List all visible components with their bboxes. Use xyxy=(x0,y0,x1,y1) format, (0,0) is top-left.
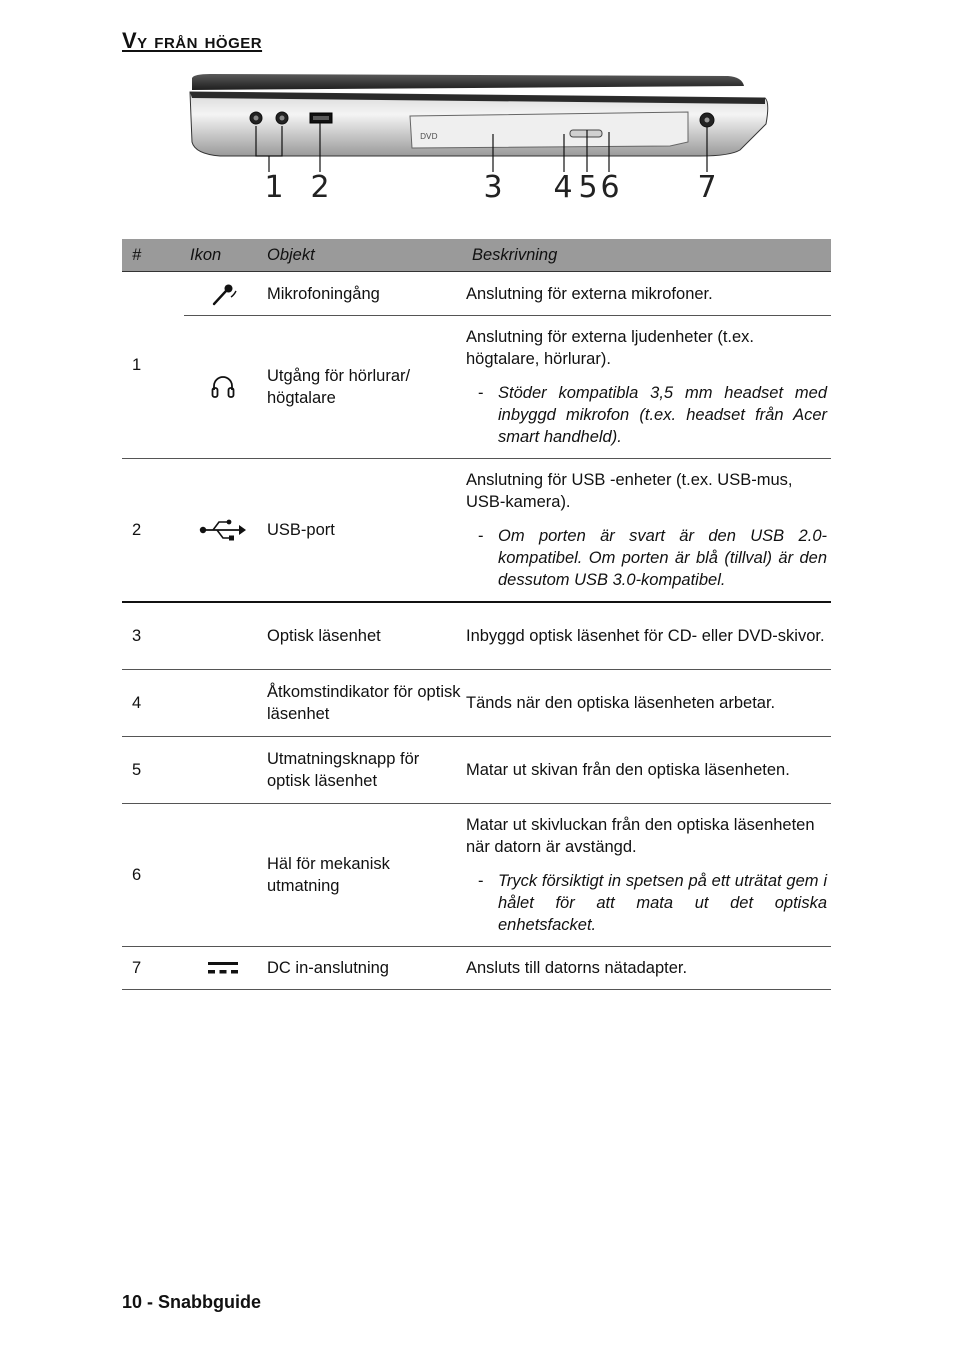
description-cell xyxy=(466,946,831,989)
description-text: Ansluts till datorns nätadapter. xyxy=(466,958,688,977)
row-number: 5 xyxy=(122,736,184,803)
table-row xyxy=(122,946,831,989)
object-label: Häl för mekanisk utmatning xyxy=(261,803,466,946)
header-description: Beskrivning xyxy=(466,239,831,272)
callout-3: 3 xyxy=(483,170,503,205)
object-label: USB-port xyxy=(261,459,466,603)
table-row xyxy=(122,602,831,669)
object-label: Optisk läsenhet xyxy=(261,602,466,669)
callout-6: 6 xyxy=(600,170,620,205)
header-num: # xyxy=(122,239,184,272)
dc-in-icon xyxy=(184,946,261,989)
icon-cell-empty xyxy=(184,669,261,736)
page-title: Vy från höger xyxy=(122,28,263,53)
table-row xyxy=(122,459,831,603)
description-text: Matar ut skivan från den optiska läsenheten. xyxy=(466,760,790,779)
note-text: Om porten är svart är den USB 2.0-kompatibel. Om porten är blå (tillval) är den dessutom USB 3.0-kompatibel. xyxy=(498,527,827,589)
row-number: 1 xyxy=(122,272,184,459)
page-footer: 10 - Snabbguide xyxy=(122,1292,262,1312)
description-text: Tänds när den optiska läsenheten arbetar. xyxy=(466,693,776,712)
table-row xyxy=(122,803,831,946)
description-note: - Om porten är svart är den USB 2.0-kompatibel. Om porten är blå (tillval) är den dessutom USB 3.0-kompatibel. xyxy=(478,527,827,589)
row-number: 4 xyxy=(122,669,184,736)
description-note: - Stöder kompatibla 3,5 mm headset med inbyggd mikrofon (t.ex. headset från Acer smart handheld). xyxy=(478,384,827,446)
description-note: - Tryck försiktigt in spetsen på ett uträtat gem i hålet för att mata ut det optiska enhetsfacket. xyxy=(478,871,827,934)
table-row xyxy=(122,316,831,459)
description-cell xyxy=(466,316,831,459)
object-label: DC in-anslutning xyxy=(261,946,466,989)
table-row xyxy=(122,736,831,803)
description-cell xyxy=(466,602,831,669)
description-text: Anslutning för USB -enheter (t.ex. USB-mus, USB-kamera). xyxy=(466,471,793,511)
callout-5: 5 xyxy=(578,170,598,205)
table-row xyxy=(122,272,831,316)
description-text: Inbyggd optisk läsenhet för CD- eller DVD-skivor. xyxy=(466,626,825,645)
description-text: Matar ut skivluckan från den optiska läsenheten när datorn är avstängd. xyxy=(466,815,815,856)
description-text: Anslutning för externa ljudenheter (t.ex. högtalare, hörlurar). xyxy=(466,328,755,368)
header-icon: Ikon xyxy=(184,239,261,272)
microphone-icon xyxy=(184,272,261,316)
object-label: Utmatningsknapp för optisk läsenhet xyxy=(261,736,466,803)
row-number: 7 xyxy=(122,946,184,989)
usb-icon xyxy=(184,459,261,603)
description-cell xyxy=(466,459,831,603)
row-number: 3 xyxy=(122,602,184,669)
table-header-row xyxy=(122,239,831,272)
headphones-icon xyxy=(184,316,261,459)
icon-cell-empty xyxy=(184,602,261,669)
svg-text:DVD: DVD xyxy=(420,132,438,141)
table-row xyxy=(122,669,831,736)
note-text: Tryck försiktigt in spetsen på ett uträtat gem i hålet för att mata ut det optiska enhetsfacket. xyxy=(498,871,827,934)
description-cell xyxy=(466,803,831,946)
row-number: 2 xyxy=(122,459,184,603)
description-cell xyxy=(466,272,831,316)
callout-4: 4 xyxy=(553,170,573,205)
header-object: Objekt xyxy=(261,239,466,272)
description-text: Anslutning för externa mikrofoner. xyxy=(466,284,713,303)
icon-cell-empty xyxy=(184,803,261,946)
callout-1: 1 xyxy=(264,170,284,205)
component-table xyxy=(122,239,831,990)
object-label: Åtkomstindikator för optisk läsenhet xyxy=(261,669,466,736)
object-label: Utgång för hörlurar/ högtalare xyxy=(261,316,466,459)
note-text: Stöder kompatibla 3,5 mm headset med inbyggd mikrofon (t.ex. headset från Acer smart handheld). xyxy=(498,384,827,446)
icon-cell-empty xyxy=(184,736,261,803)
description-cell xyxy=(466,736,831,803)
callout-7: 7 xyxy=(697,170,717,205)
object-label: Mikrofoningång xyxy=(261,272,466,316)
callout-2: 2 xyxy=(310,170,330,205)
description-cell xyxy=(466,669,831,736)
row-number: 6 xyxy=(122,803,184,946)
